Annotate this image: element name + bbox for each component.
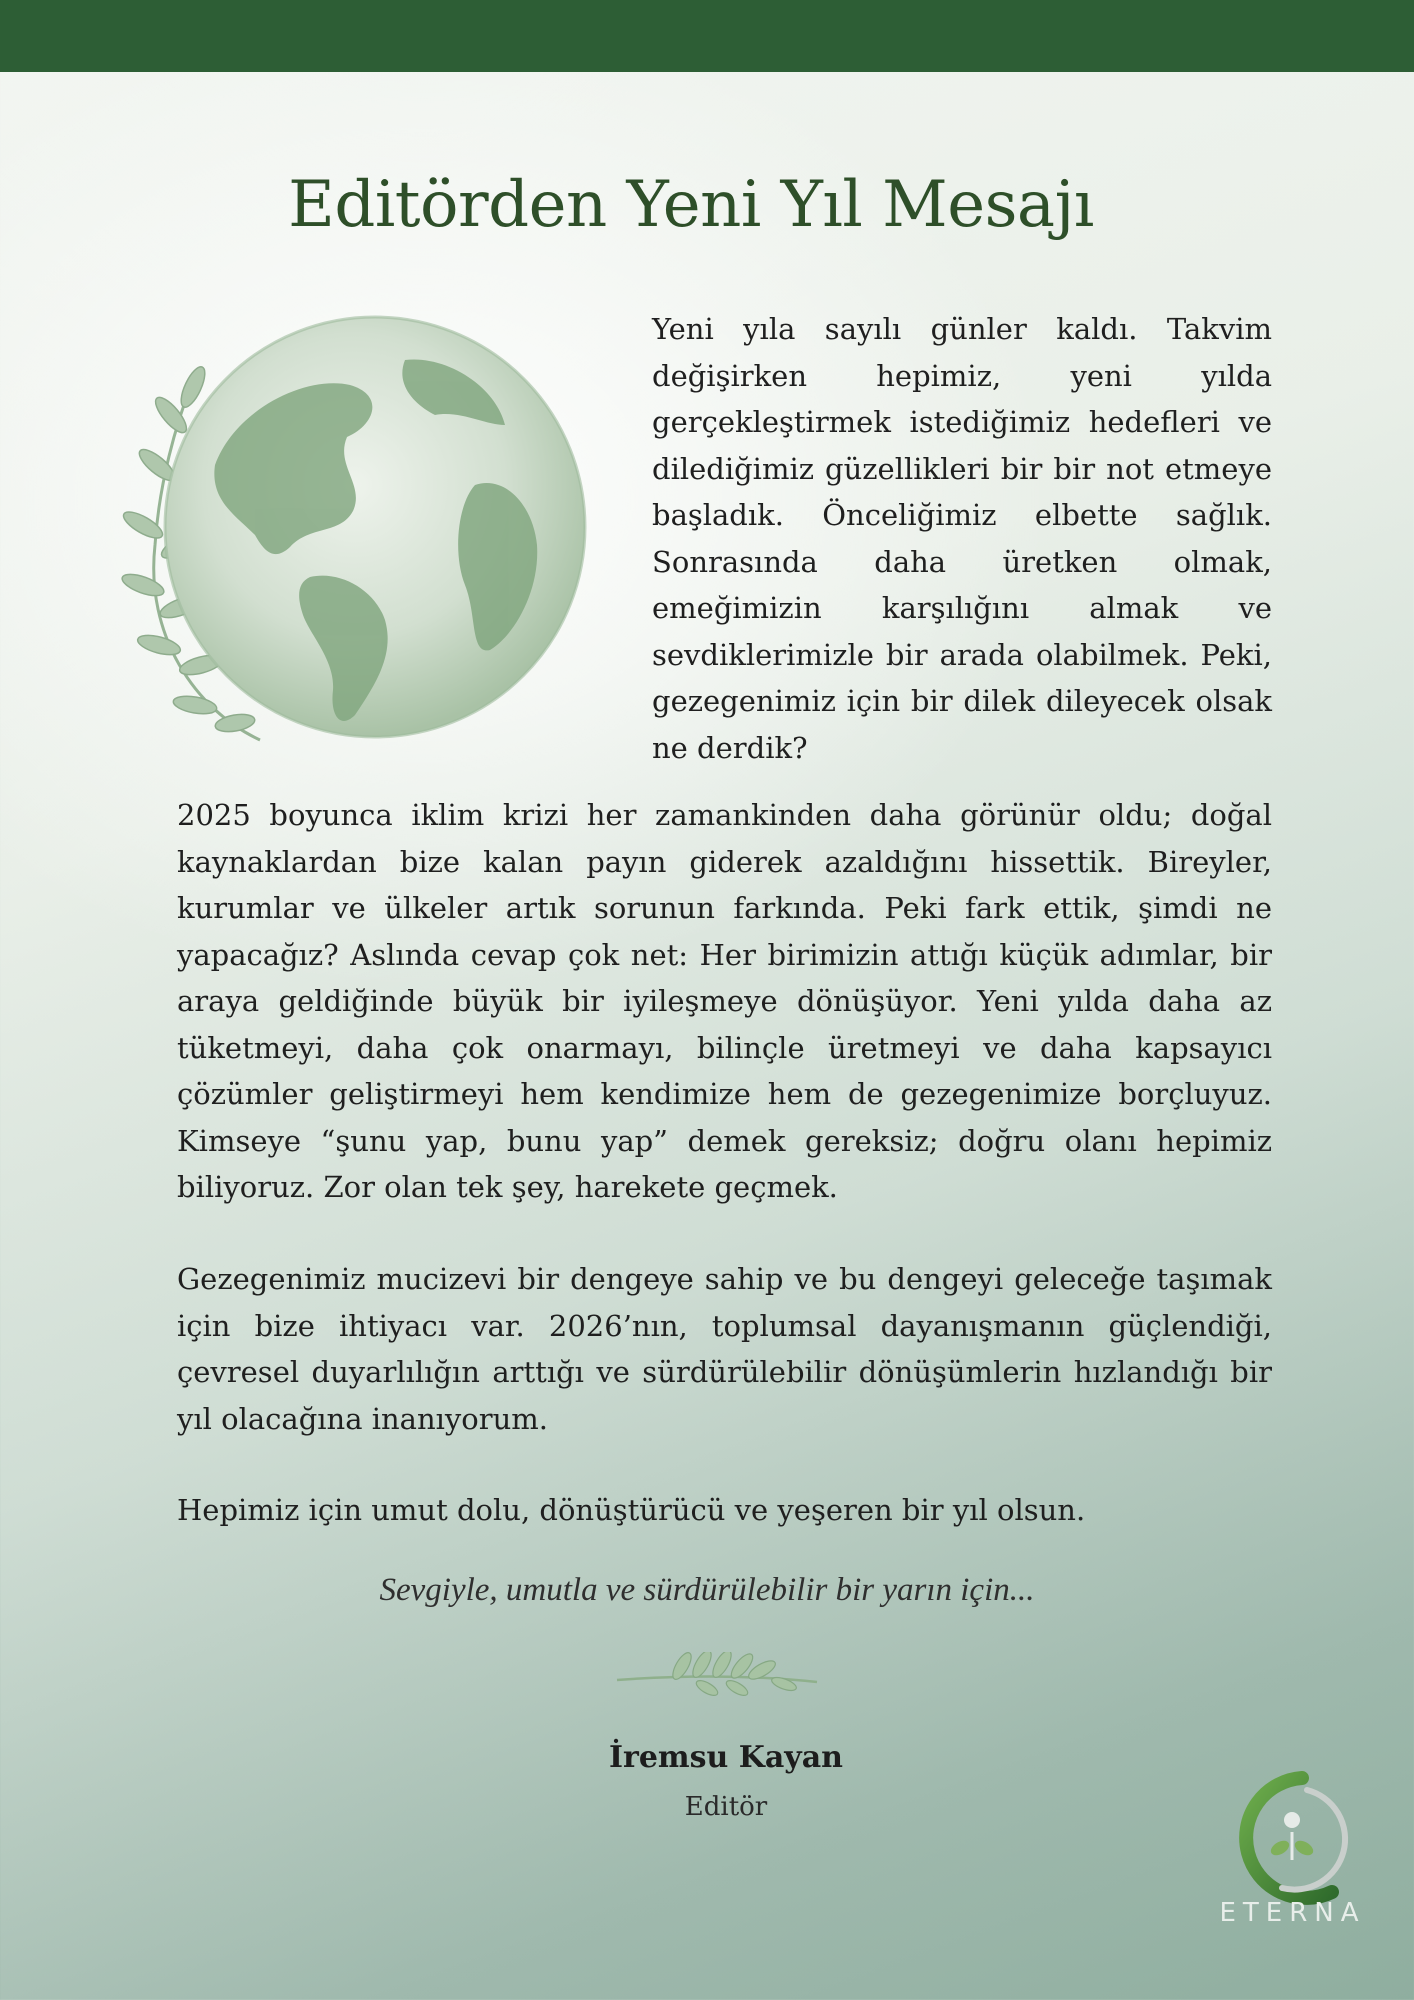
eterna-logo-icon [1212, 1760, 1372, 1920]
closing-line: Sevgiyle, umutla ve sürdürülebilir bir yarın için... [379, 1572, 1035, 1608]
signer-name: İremsu Kayan [608, 1740, 843, 1775]
top-bar [0, 0, 1414, 72]
globe-illustration [85, 315, 605, 755]
page-title: Editörden Yeni Yıl Mesajı [288, 168, 1094, 242]
globe-icon [85, 315, 605, 755]
brand-name: ETERNA [1219, 1898, 1366, 1928]
body-paragraph-3: Hepimiz için umut dolu, dönüştürücü ve yeşeren bir yıl olsun. [177, 1493, 1086, 1527]
signer-role: Editör [684, 1792, 768, 1822]
intro-paragraph: Yeni yıla sayılı günler kaldı. Takvim değişirken hepimiz, yeni yılda gerçekleştirmek istediğimiz hedefleri ve dilediğimiz güzellikleri bir bir not etmeye başladık. Önceliğimiz elbette sağlık. Sonrasında daha üretken olmak, emeğimizin karşılığını almak ve sevdiklerimizle bir arada olabilmek. Peki, gezegenimiz için bir dilek dileyecek olsak ne derdik? [652, 312, 1272, 765]
body-paragraph-2: Gezegenimiz mucizevi bir dengeye sahip ve bu dengeyi geleceğe taşımak için bize ihtiyacı var. 2026’nın, toplumsal dayanışmanın güçlendiği, çevresel duyarlılığın arttığı ve sürdürülebilir dönüşümlerin hızlandığı bir yıl olacağına inanıyorum. [177, 1262, 1272, 1436]
leaf-sprig-icon [612, 1652, 822, 1698]
body-paragraph-1: 2025 boyunca iklim krizi her zamankinden daha görünür oldu; doğal kaynaklardan bize kalan payın giderek azaldığını hissettik. Bireyler, kurumlar ve ülkeler artık sorunun farkında. Peki fark ettik, şimdi ne yapacağız? Aslında cevap çok net: Her birimizin attığı küçük adımlar, bir araya geldiğinde büyük bir iyileşmeye dönüşüyor. Yeni yılda daha az tüketmeyi, daha çok onarmayı, bilinçle üretmeyi ve daha kapsayıcı çözümler geliştirmeyi hem kendimize hem de gezegenimize borçluyuz. Kimseye “şunu yap, bunu yap” demek gereksiz; doğru olanı hepimiz biliyoruz. Zor olan tek şey, harekete geçmek. [177, 798, 1272, 1204]
